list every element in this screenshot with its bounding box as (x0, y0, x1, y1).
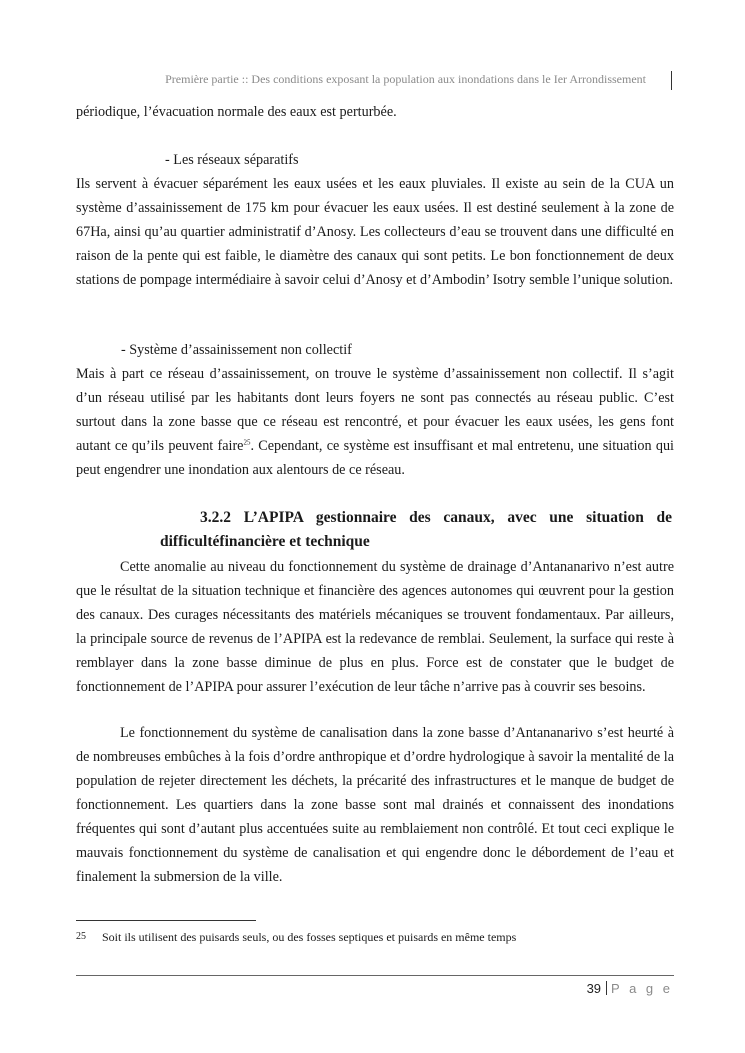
footnote-number: 25 (76, 931, 86, 942)
footnote (76, 929, 516, 945)
header-text: Première partie :: Des conditions exposant la population aux inondations dans le Ier Arrondissement (165, 72, 646, 86)
paragraph-canalisation: Le fonctionnement du système de canalisation dans la zone basse d’Antananarivo s’est heurté à de nombreuses embûches à la fois d’ordre anthropique et d’ordre hydrologique à savoir la mentalité de la population de rejeter directement les déchets, la précarité des infrastructures et le manque de budget de fonctionnement. Les quartiers dans la zone basse sont mal drainés et connaissent des inondations fréquentes qui sont d’autant plus accentuées suite au remblaiement non contrôlé. Et tout ceci explique le mauvais fonctionnement du système de canalisation et qui engendre donc le débordement de l’eau et finalement la submersion de la ville. (76, 725, 674, 885)
section-number: 3.2.2 (200, 509, 231, 526)
section-title: L’APIPA gestionnaire des canaux, avec une situation de difficultéfinancière et technique (160, 509, 673, 550)
footnote-reference[interactable]: 25 (243, 438, 251, 447)
paragraph-text-part2: . Cependant, ce système est insuffisant et mal entretenu, une situation qui peut engendrer une inondation aux alentours de ce réseau. (76, 438, 674, 478)
page-label: P a g e (611, 981, 673, 996)
footnote-text: Soit ils utilisent des puisards seuls, ou des fosses septiques et puisards en même temps (102, 930, 517, 944)
footer-divider (76, 975, 674, 976)
paragraph-non-collectif (76, 362, 674, 482)
footnote-separator (76, 920, 256, 921)
page-number: 39 (586, 981, 602, 996)
header-divider (671, 71, 672, 90)
subsection-title-non-collectif: - Système d’assainissement non collectif (121, 342, 352, 358)
paragraph-reseaux-separatifs: Ils servent à évacuer séparément les eaux usées et les eaux pluviales. Il existe au sein de la CUA un système d’assainissement de 175 km pour évacuer les eaux usées. Il est destiné seulement à la zone de 67Ha, ainsi qu’au quartier administratif d’Anosy. Les collecteurs d’eau se trouvent dans une difficulté en raison de la pente qui est faible, le diamètre des canaux qui sont petits. Le bon fonctionnement de deux stations de pompage intermédiaire à savoir celui d’Anosy et d’Ambodin’ Isotry semble l’unique solution. (76, 176, 674, 288)
running-header (76, 72, 672, 90)
section-heading (160, 506, 672, 554)
footer-separator (606, 981, 607, 995)
intro-line: périodique, l’évacuation normale des eaux est perturbée. (76, 104, 397, 120)
paragraph-text-part1: Mais à part ce réseau d’assainissement, on trouve le système d’assainissement non collectif. Il s’agit d’un réseau utilisé par les habitants dont leurs foyers ne sont pas connectés au réseau public. C’est surtout dans la zone basse que ce réseau est rencontré, et pour évacuer les eaux usées, les gens font autant ce qu’ils peuvent faire (76, 366, 674, 454)
paragraph-apipa: Cette anomalie au niveau du fonctionnement du système de drainage d’Antananarivo n’est autre que le résultat de la situation technique et financière des agences autonomes qui œuvrent pour la gestion des canaux. Des curages nécessitants des matériels mécaniques se trouvent fondamentaux. Par ailleurs, la principale source de revenus de l’APIPA est la redevance de remblai. Seulement, la surface qui reste à remblayer dans la zone basse diminue de plus en plus. Force est de constater que le budget de fonctionnement de l’APIPA pour assurer l’exécution de leur tâche n’arrive pas à couvrir ses besoins. (76, 559, 674, 695)
subsection-title-separatifs: - Les réseaux séparatifs (165, 152, 299, 168)
page-footer (587, 981, 673, 996)
